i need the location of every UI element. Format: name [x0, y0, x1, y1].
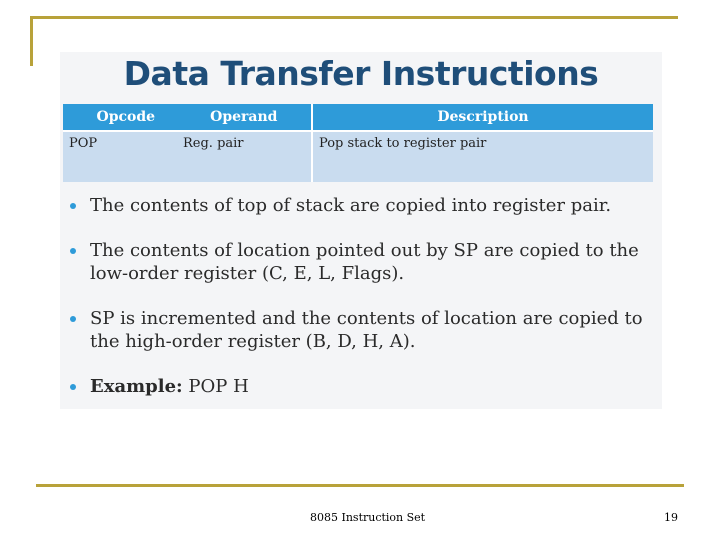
- example-value: POP H: [188, 376, 249, 397]
- bullet-dot-icon: [70, 384, 76, 390]
- cell-opcode-operand: [63, 131, 312, 182]
- header-opcode: Opcode: [96, 109, 156, 125]
- bullet-text: SP is incremented and the contents of location are copied to the high-order register (B, D, H, A).: [90, 308, 643, 352]
- header-description: Description: [312, 104, 653, 131]
- cell-description: Pop stack to register pair: [312, 131, 653, 182]
- bullet-dot-icon: [70, 316, 76, 322]
- bullet-dot-icon: [70, 203, 76, 209]
- example-label: Example:: [90, 376, 183, 397]
- page-number: 19: [664, 511, 678, 524]
- bullet-list: [70, 194, 650, 420]
- table-row: [63, 131, 653, 182]
- bullet-text: The contents of location pointed out by SP are copied to the low-order register (C, E, L, Flags).: [90, 240, 639, 284]
- instruction-table: [63, 104, 653, 182]
- frame-left-line: [30, 16, 33, 66]
- table-header-opcode-operand: [63, 104, 312, 131]
- slide-title: Data Transfer Instructions: [123, 54, 599, 93]
- cell-opcode: POP: [69, 136, 98, 151]
- table-header-row: [63, 104, 653, 131]
- bullet-item: [70, 194, 650, 217]
- header-operand: Operand: [210, 109, 278, 125]
- frame-top-line: [30, 16, 678, 19]
- cell-operand: Reg. pair: [183, 136, 244, 151]
- slide-content-image: [60, 52, 662, 409]
- frame-bottom-line: [36, 484, 684, 487]
- bullet-item: [70, 307, 650, 353]
- footer-text: 8085 Instruction Set: [310, 511, 426, 524]
- bullet-dot-icon: [70, 248, 76, 254]
- bullet-text: The contents of top of stack are copied into register pair.: [90, 195, 612, 216]
- bullet-item: [70, 239, 650, 285]
- bullet-item-example: [70, 375, 650, 398]
